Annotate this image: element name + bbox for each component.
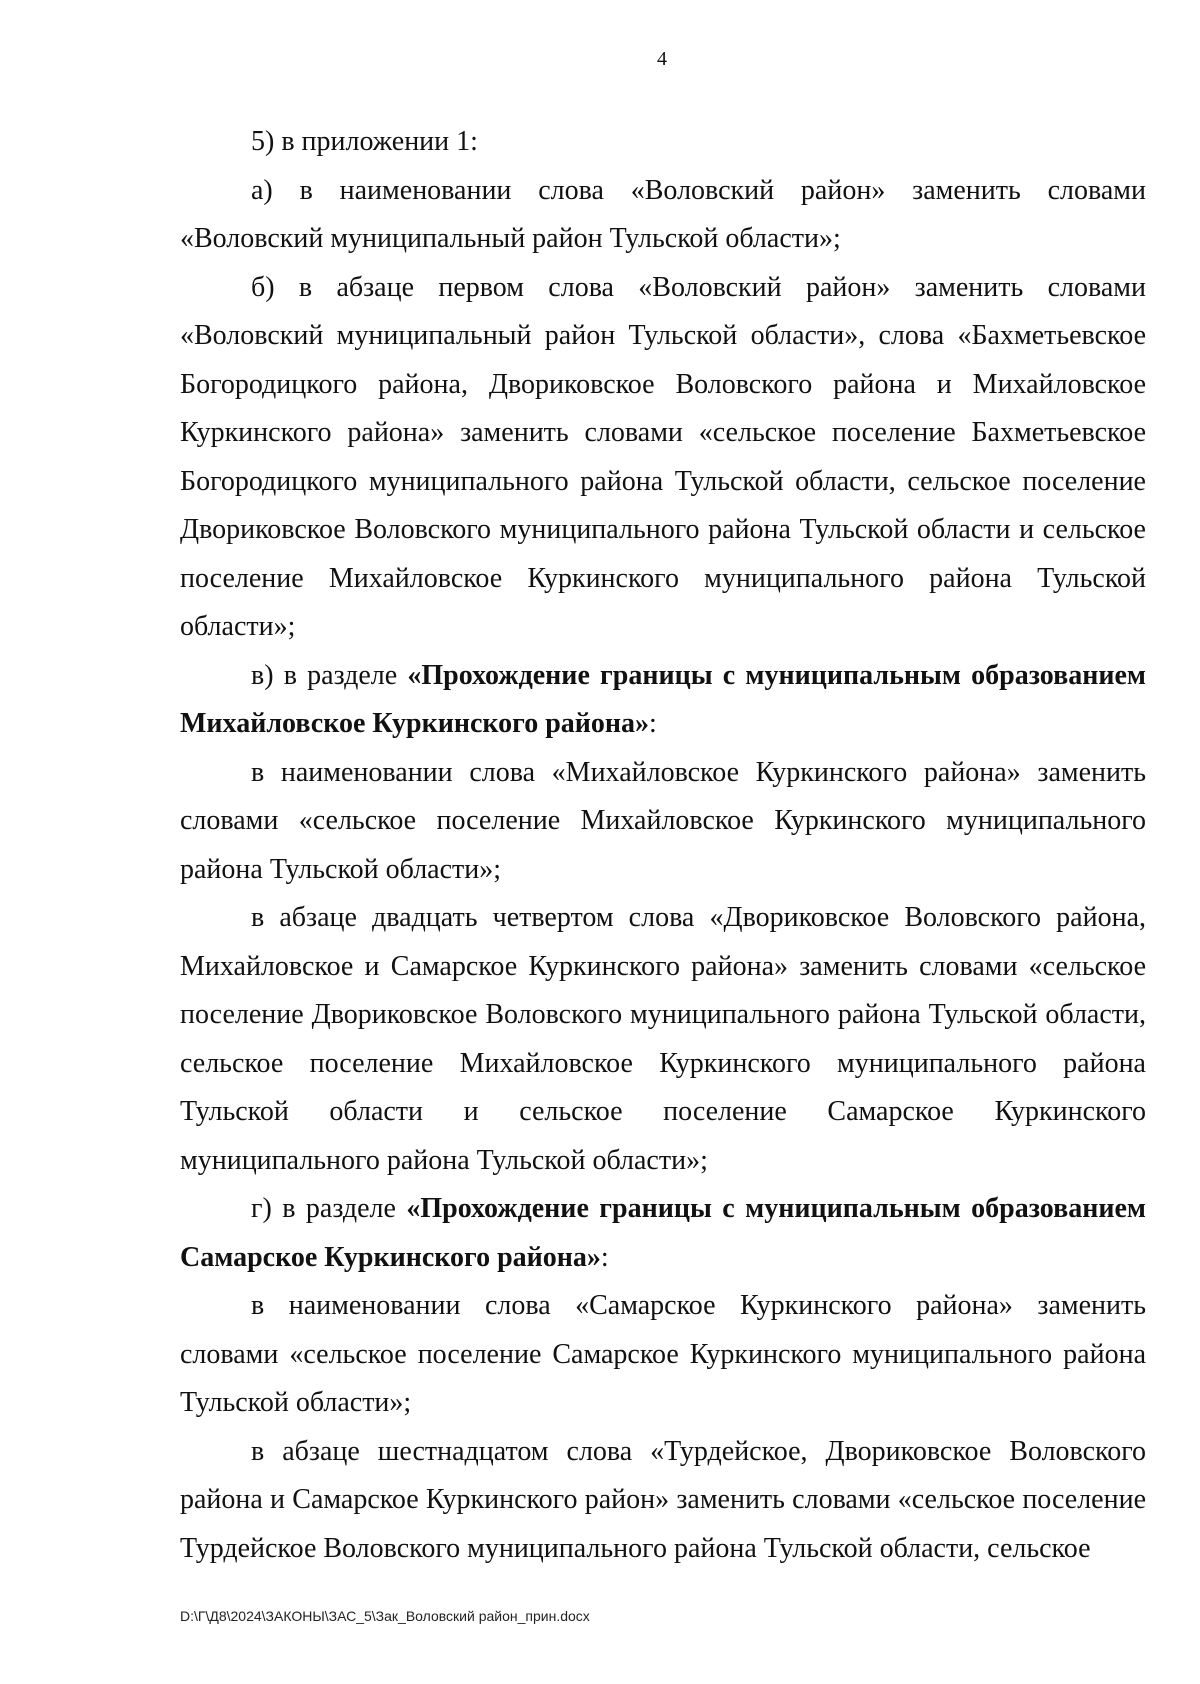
file-path-footer: D:\Г\Д8\2024\ЗАКОНЫ\ЗАС_5\Зак_Воловский район_прин.docx (180, 1608, 590, 1624)
document-body (180, 118, 1146, 1573)
paragraph-text: в абзаце двадцать четвертом слова «Двориковское Воловского района, Михайловское и Самарское Куркинского района» заменить словами «сельское поселение Двориковское Воловского муниципального района Тульской области, сельское поселение Михайловское Куркинского муниципального района Тульской области и сельское поселение Самарское Куркинского муниципального района Тульской области»; (180, 902, 1146, 1176)
paragraph (180, 1282, 1146, 1428)
paragraph (180, 1428, 1146, 1574)
paragraph (180, 118, 1146, 167)
section-title-bold: «Прохождение границы с муниципальным образованием Самарское Куркинского района» (180, 1193, 1146, 1273)
paragraph (180, 1185, 1146, 1282)
paragraph-text: в наименовании слова «Михайловское Куркинского района» заменить словами «сельское поселение Михайловское Куркинского муниципального района Тульской области»; (180, 756, 1146, 885)
paragraph (180, 167, 1146, 264)
paragraph-text: в наименовании слова «Самарское Куркинского района» заменить словами «сельское поселение Самарское Куркинского муниципального района Тульской области»; (180, 1290, 1146, 1418)
paragraph-text: б) в абзаце первом слова «Воловский район» заменить словами «Воловский муниципальный район Тульской области», слова «Бахметьевское Богородицкого района, Двориковское Воловского района и Михайловское Куркинского района» заменить словами «сельское поселение Бахметьевское Богородицкого муниципального района Тульской области, сельское поселение Двориковское Воловского муниципального района Тульской области и сельское поселение Михайловское Куркинского муниципального района Тульской области»; (180, 271, 1146, 642)
paragraph-text: а) в наименовании слова «Воловский район» заменить словами «Воловский муниципальный район Тульской области»; (180, 174, 1146, 254)
page-number: 4 (657, 48, 667, 70)
paragraph-text: : (649, 708, 657, 739)
paragraph-text: в абзаце шестнадцатом слова «Турдейское, Двориковское Воловского района и Самарское Куркинского район» заменить словами «сельское поселение Турдейское Воловского муниципального района Тульской области, сельское (180, 1435, 1146, 1564)
paragraph (180, 264, 1146, 652)
paragraph-text: в) в разделе (251, 659, 408, 691)
section-title-bold: «Прохождение границы с муниципальным образованием Михайловское Куркинского района» (180, 659, 1146, 739)
paragraph-text: 5) в приложении 1: (251, 126, 478, 157)
paragraph-text: г) в разделе (251, 1193, 407, 1224)
paragraph (180, 749, 1146, 895)
paragraph (180, 894, 1146, 1185)
paragraph-text: : (600, 1241, 609, 1273)
paragraph (180, 652, 1146, 749)
